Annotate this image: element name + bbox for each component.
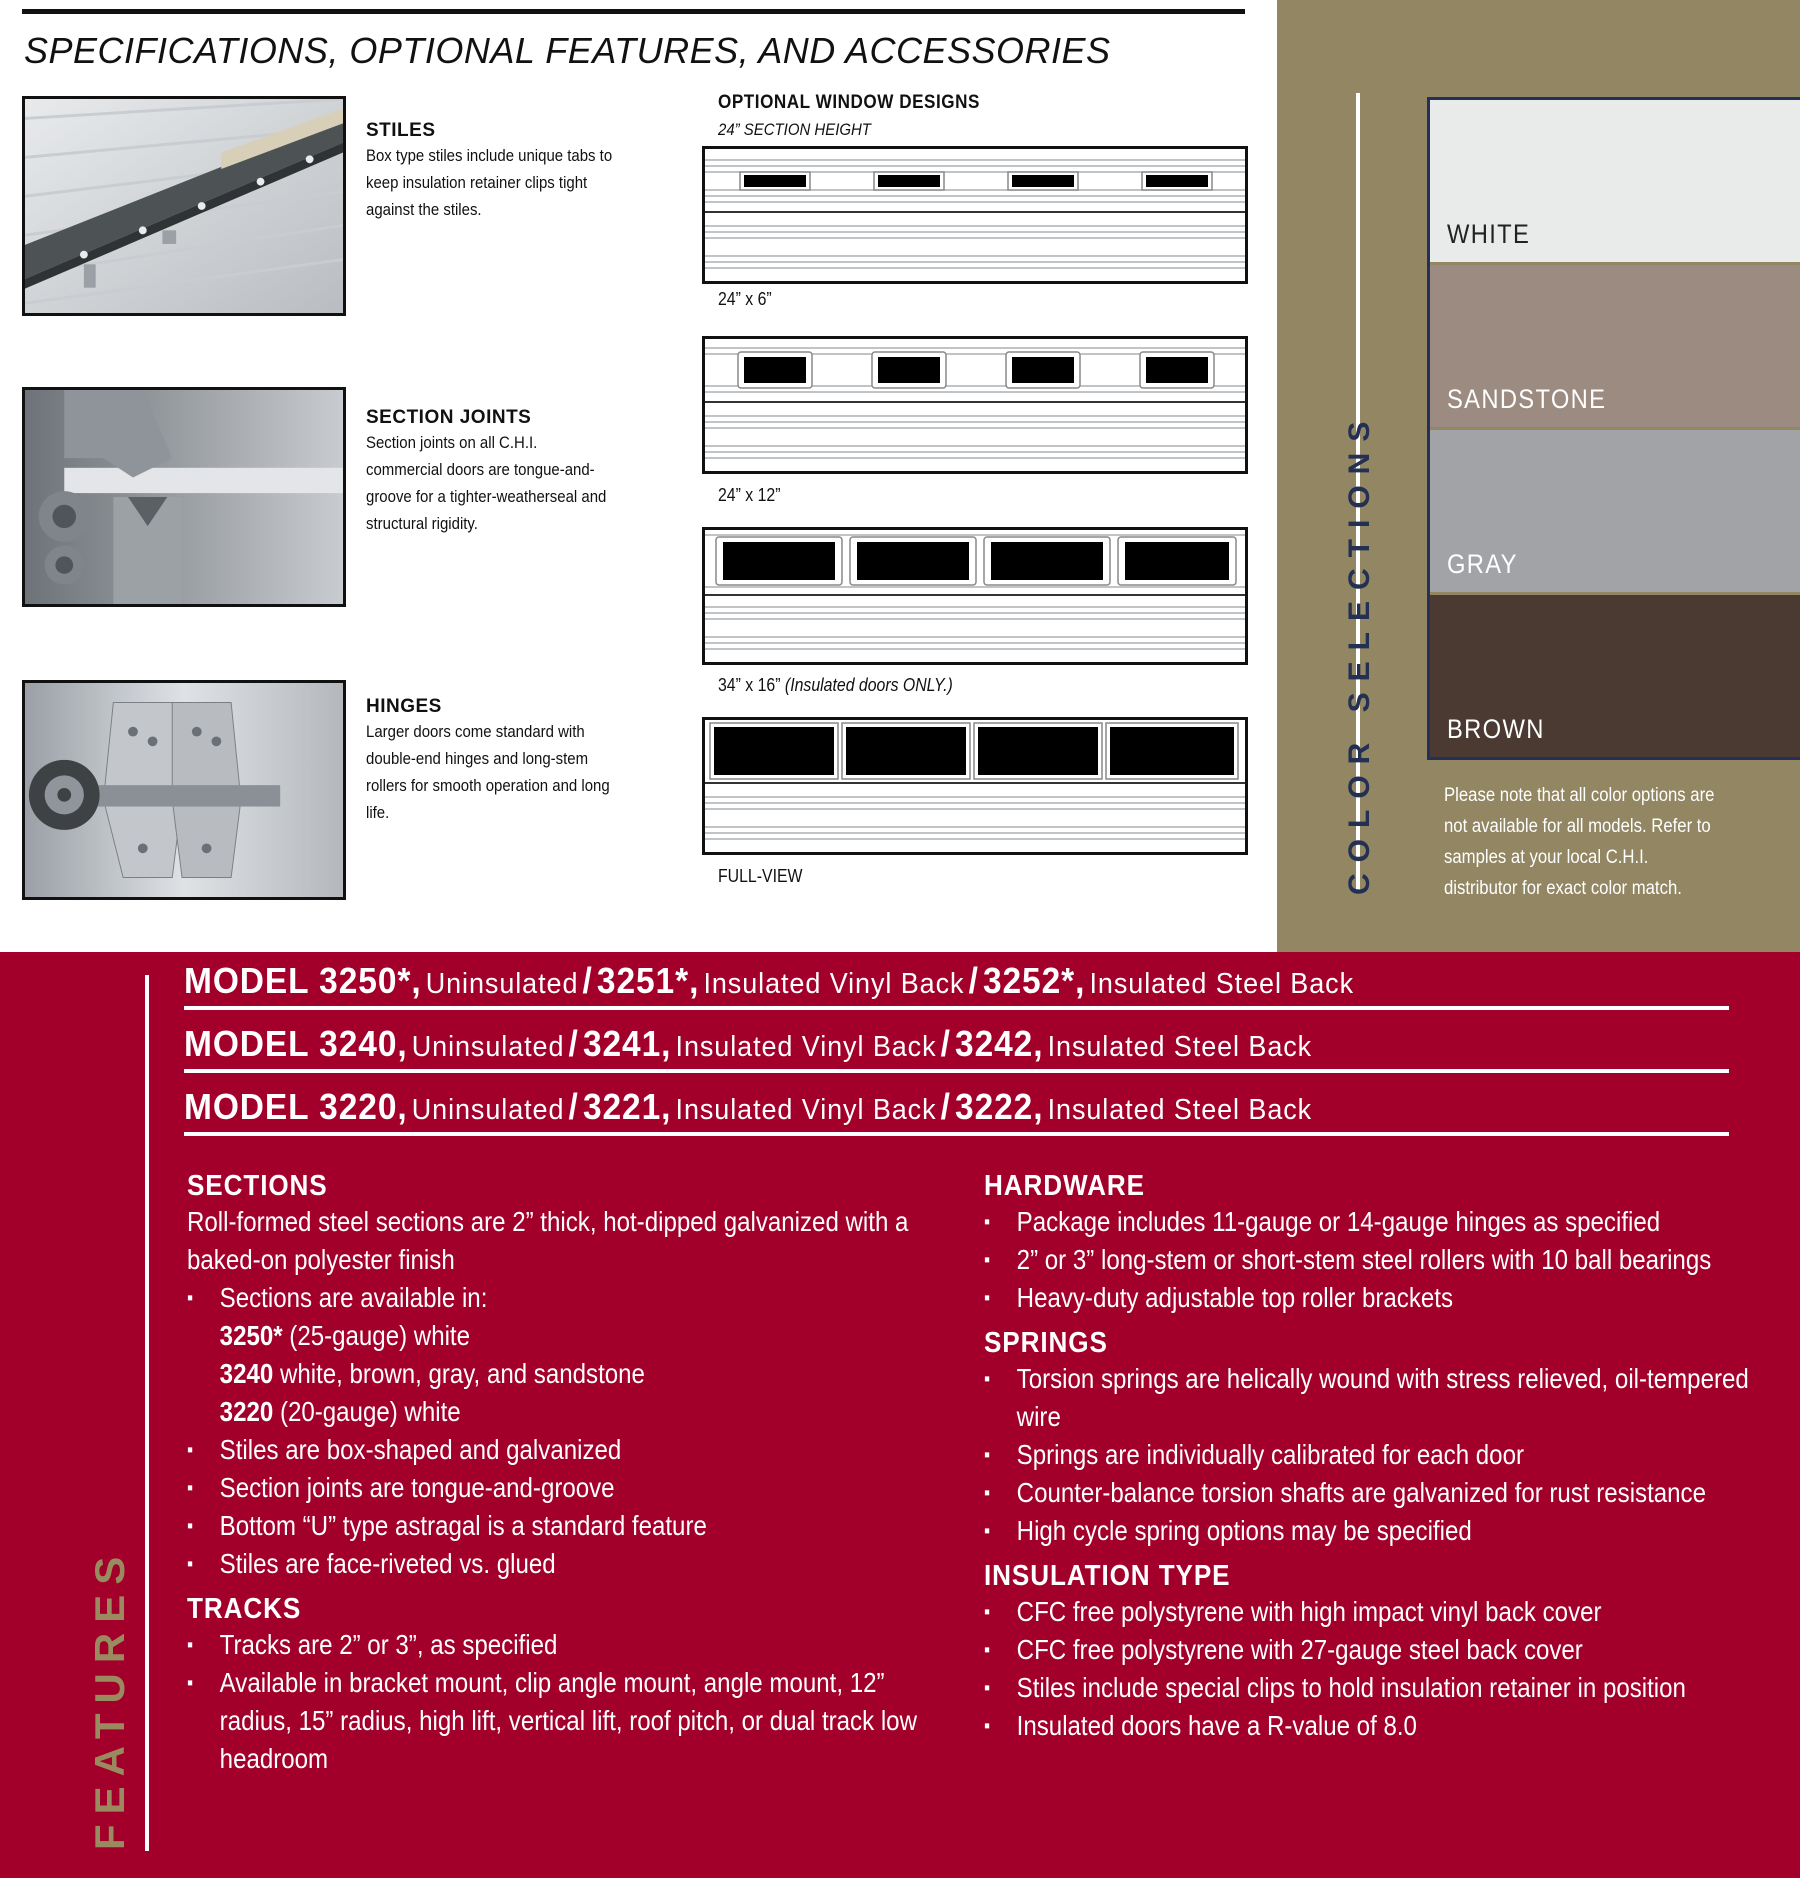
list-item: ▪ Stiles are box-shaped and galvanized — [187, 1431, 958, 1469]
page-title: SPECIFICATIONS, OPTIONAL FEATURES, AND ACCESSORIES — [24, 30, 1111, 71]
model-type: Insulated Vinyl Back — [675, 1094, 937, 1126]
hardware-heading: HARDWARE — [984, 1170, 1145, 1202]
window-panel-full-view — [702, 717, 1248, 855]
list-item: ▪ Insulated doors have a R-value of 8.0 — [984, 1707, 1755, 1745]
list-item: ▪ 2” or 3” long-stem or short-stem steel rollers with 10 ball bearings — [984, 1241, 1755, 1279]
top-rule — [22, 9, 1245, 14]
hinges-feature — [366, 696, 616, 826]
tracks-heading: TRACKS — [187, 1593, 302, 1625]
list-item: ▪ Stiles include special clips to hold insulation retainer in position — [984, 1669, 1755, 1707]
springs-list — [984, 1360, 1755, 1550]
list-item: 3220 (20-gauge) white — [219, 1396, 461, 1427]
color-swatches — [1427, 97, 1800, 760]
list-item: 3240 white, brown, gray, and sandstone — [219, 1358, 645, 1389]
color-note: Please note that all color options are not available for all models. Refer to samples at your local C.H.I. distributor for exact color match. — [1444, 785, 1715, 899]
sections-intro: Roll-formed steel sections are 2” thick, hot-dipped galvanized with a baked-on polyester finish — [187, 1206, 909, 1275]
list-item: ▪ Section joints are tongue-and-groove — [187, 1469, 958, 1507]
model-number: MODEL 3250*, — [184, 960, 422, 1001]
model-number: MODEL 3240, — [184, 1023, 408, 1064]
window-label-24x6: 24” x 6” — [718, 289, 772, 309]
model-type: Uninsulated — [411, 1094, 565, 1126]
tracks-list — [187, 1626, 958, 1778]
model-type: Uninsulated — [411, 1031, 565, 1063]
model-number: 3241, — [582, 1023, 672, 1064]
model-row-3250: MODEL 3250*, Uninsulated / 3251*, Insulated Vinyl Back / 3252*, Insulated Steel Back — [184, 960, 1729, 1010]
model-type: Insulated Steel Back — [1047, 1094, 1313, 1126]
swatch-label: BROWN — [1447, 714, 1545, 744]
color-selections-title: COLOR SELECTIONS — [1343, 410, 1376, 895]
list-item: ▪ Torsion springs are helically wound with stress relieved, oil-tempered wire — [984, 1360, 1755, 1436]
list-item: ▪ Heavy-duty adjustable top roller brackets — [984, 1279, 1755, 1317]
swatch-gray — [1430, 430, 1800, 592]
window-panel-24x6 — [702, 146, 1248, 284]
list-item: ▪ Springs are individually calibrated for each door — [984, 1436, 1755, 1474]
sections-list — [187, 1279, 958, 1317]
sections-heading: SECTIONS — [187, 1170, 328, 1202]
model-type: Insulated Vinyl Back — [703, 968, 965, 1000]
window-panel-34x16 — [702, 527, 1248, 665]
list-item: 3250* (25-gauge) white — [219, 1320, 471, 1351]
model-number: 3251*, — [596, 960, 700, 1001]
hinges-heading: HINGES — [366, 696, 442, 717]
window-panel-24x12 — [702, 336, 1248, 474]
model-row-3220: MODEL 3220, Uninsulated / 3221, Insulated Vinyl Back / 3222, Insulated Steel Back — [184, 1086, 1729, 1136]
features-left-column — [187, 1166, 947, 1778]
features-title: FEATURES — [86, 1546, 133, 1850]
list-item: ▪ Counter-balance torsion shafts are galvanized for rust resistance — [984, 1474, 1755, 1512]
list-item: ▪ Stiles are face-riveted vs. glued — [187, 1545, 958, 1583]
swatch-label: GRAY — [1447, 549, 1518, 579]
springs-heading: SPRINGS — [984, 1327, 1108, 1359]
stiles-body: Box type stiles include unique tabs to keep insulation retainer clips tight against the stiles. — [366, 146, 613, 219]
list-item: ▪ Bottom “U” type astragal is a standard feature — [187, 1507, 958, 1545]
insulation-heading: INSULATION TYPE — [984, 1560, 1231, 1592]
model-number: 3242, — [955, 1023, 1044, 1064]
swatch-sandstone — [1430, 265, 1800, 427]
window-label-34x16: 34” x 16” (Insulated doors ONLY.) — [718, 675, 953, 695]
model-type: Insulated Steel Back — [1089, 968, 1354, 1000]
window-designs-heading: OPTIONAL WINDOW DESIGNS — [718, 92, 980, 113]
section-joints-body: Section joints on all C.H.I. commercial doors are tongue-and-groove for a tighter-weatherseal and structural rigidity. — [366, 433, 607, 533]
window-label-24x12: 24” x 12” — [718, 485, 781, 505]
section-joints-photo — [22, 387, 346, 607]
model-number: 3221, — [582, 1086, 672, 1127]
features-right-column — [984, 1166, 1749, 1745]
swatch-label: WHITE — [1447, 219, 1531, 249]
list-item: ▪ CFC free polystyrene with 27-gauge steel back cover — [984, 1631, 1755, 1669]
list-item: ▪ Tracks are 2” or 3”, as specified — [187, 1626, 958, 1664]
stiles-feature — [366, 120, 616, 223]
stiles-photo — [22, 96, 346, 316]
features-divider — [145, 975, 149, 1851]
window-designs-subheading: 24” SECTION HEIGHT — [718, 120, 871, 139]
model-type: Uninsulated — [425, 968, 579, 1000]
list-item: ▪ Sections are available in: — [187, 1279, 958, 1317]
window-label-full-view: FULL-VIEW — [718, 866, 803, 886]
model-number: MODEL 3220, — [184, 1086, 408, 1127]
model-number: 3222, — [955, 1086, 1044, 1127]
list-item: ▪ CFC free polystyrene with high impact vinyl back cover — [984, 1593, 1755, 1631]
stiles-heading: STILES — [366, 120, 436, 141]
model-number: 3252*, — [982, 960, 1086, 1001]
model-type: Insulated Steel Back — [1047, 1031, 1313, 1063]
list-item: ▪ Available in bracket mount, clip angle mount, angle mount, 12” radius, 15” radius, high lift, vertical lift, roof pitch, or dual track low headroom — [187, 1664, 958, 1778]
list-item: ▪ High cycle spring options may be specified — [984, 1512, 1755, 1550]
swatch-white — [1430, 100, 1800, 262]
swatch-label: SANDSTONE — [1447, 384, 1607, 414]
model-row-3240: MODEL 3240, Uninsulated / 3241, Insulated Vinyl Back / 3242, Insulated Steel Back — [184, 1023, 1729, 1073]
section-joints-heading: SECTION JOINTS — [366, 407, 532, 428]
hardware-list — [984, 1203, 1755, 1317]
list-item: ▪ Package includes 11-gauge or 14-gauge hinges as specified — [984, 1203, 1755, 1241]
hinges-photo — [22, 680, 346, 900]
swatch-brown — [1430, 595, 1800, 757]
section-joints-feature — [366, 407, 616, 537]
model-type: Insulated Vinyl Back — [675, 1031, 937, 1063]
hinges-body: Larger doors come standard with double-end hinges and long-stem rollers for smooth operation and long life. — [366, 722, 610, 822]
sections-bullets — [187, 1431, 958, 1583]
insulation-list — [984, 1593, 1755, 1745]
